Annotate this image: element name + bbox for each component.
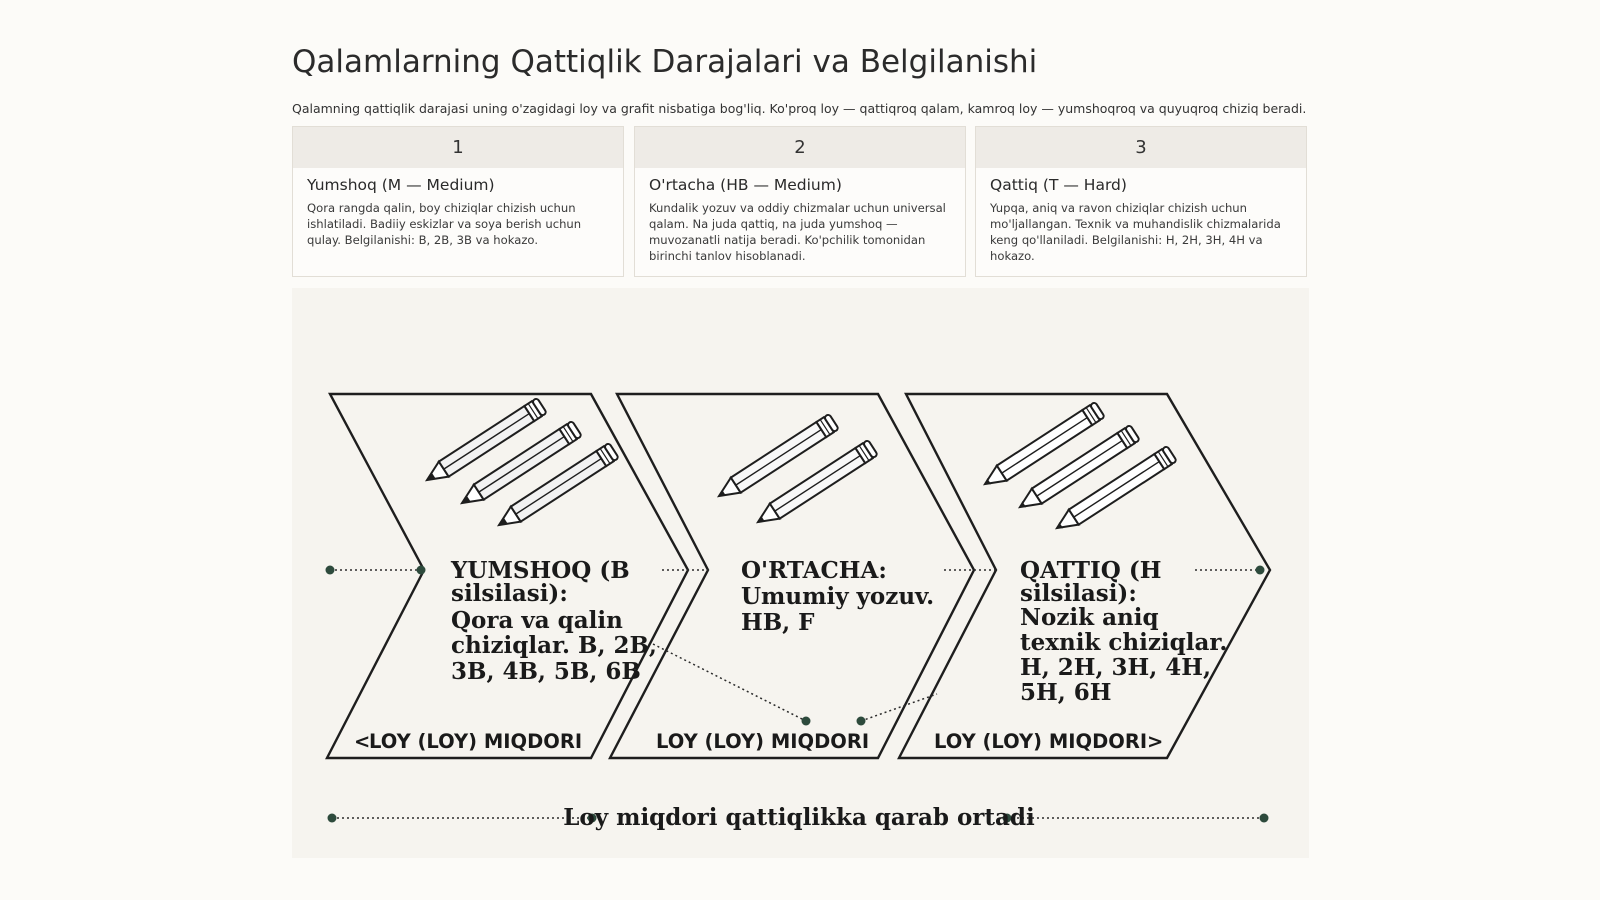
card-text: Yupqa, aniq va ravon chiziqlar chizish uchun mo'ljallangan. Texnik va muhandislik chizmalarida keng qo'llaniladi. Belgilanishi: H, 2H, 3H, 4H va hokazo. bbox=[990, 201, 1281, 263]
connector-dot bbox=[802, 717, 811, 726]
chevron-text-soft: YUMSHOQ (B bbox=[451, 557, 630, 584]
chevron-text-soft: 3B, 4B, 5B, 6B bbox=[451, 658, 641, 685]
connector-diagonal-1 bbox=[653, 644, 806, 721]
pencil-icon bbox=[980, 402, 1105, 492]
pencil-icon bbox=[422, 398, 547, 488]
info-card-soft bbox=[292, 126, 624, 277]
chevron-text-soft: silsilasi): bbox=[451, 580, 568, 607]
card-number: 3 bbox=[976, 127, 1306, 168]
chevron-footer-soft: LOY (LOY) MIQDORI bbox=[369, 730, 583, 753]
chevron-text-medium: O'RTACHA: bbox=[741, 557, 887, 584]
bottom-dot bbox=[328, 814, 337, 823]
card-text: Kundalik yozuv va oddiy chizmalar uchun universal qalam. Na juda qattiq, na juda yumshoq — muvozanatli natija beradi. Ko'pchilik tomonidan birinchi tanlov hisoblanadi. bbox=[649, 201, 946, 263]
chevron-text-hard: silsilasi): bbox=[1020, 580, 1137, 607]
diagram-panel bbox=[292, 288, 1309, 858]
chevron-text-hard: 5H, 6H bbox=[1020, 679, 1112, 706]
info-cards bbox=[292, 126, 1309, 279]
chevron-text-hard: QATTIQ (H bbox=[1020, 557, 1162, 584]
card-number: 1 bbox=[293, 127, 623, 168]
chevron-text-soft: Qora va qalin bbox=[451, 607, 623, 634]
chevron-text-medium: HB, F bbox=[741, 609, 815, 636]
info-card-medium bbox=[634, 126, 966, 277]
card-number: 2 bbox=[635, 127, 965, 168]
info-card-hard bbox=[975, 126, 1307, 277]
chevron-text-soft: chiziqlar. B, 2B, bbox=[451, 632, 657, 659]
pencil-icon bbox=[1052, 446, 1177, 536]
pencils-icon-group bbox=[422, 398, 1177, 536]
page-subtitle: Qalamning qattiqlik darajasi uning o'zagidagi loy va grafit nisbatiga bog'liq. Ko'proq loy — qattiqroq qalam, kamroq loy — yumshoqroq va quyuqroq chiziq beradi. bbox=[292, 101, 1307, 116]
pencil-icon bbox=[494, 443, 619, 533]
hardness-diagram bbox=[292, 288, 1309, 858]
footer-prefix-arrow: < bbox=[354, 730, 371, 753]
card-title: Qattiq (T — Hard) bbox=[990, 176, 1127, 194]
card-title: O'rtacha (HB — Medium) bbox=[649, 176, 842, 194]
pencil-icon bbox=[1015, 425, 1140, 515]
connector-dot bbox=[857, 717, 866, 726]
chevron-text-medium: Umumiy yozuv. bbox=[741, 583, 935, 610]
chevron-footer-medium: LOY (LOY) MIQDORI bbox=[656, 730, 870, 753]
pencil-icon bbox=[457, 421, 582, 511]
chevron-text-hard: texnik chiziqlar. bbox=[1020, 629, 1228, 656]
connector-dot bbox=[417, 566, 426, 575]
bottom-label: Loy miqdori qattiqlikka qarab ortadi bbox=[563, 804, 1035, 831]
bottom-dot bbox=[1260, 814, 1269, 823]
footer-suffix-arrow: > bbox=[1147, 730, 1164, 753]
chevron-text-hard: Nozik aniq bbox=[1020, 604, 1159, 631]
chevron-footer-hard: LOY (LOY) MIQDORI bbox=[934, 730, 1148, 753]
connector-dot bbox=[1256, 566, 1265, 575]
card-title: Yumshoq (M — Medium) bbox=[307, 176, 495, 194]
connector-dot bbox=[326, 566, 335, 575]
card-text: Qora rangda qalin, boy chiziqlar chizish uchun ishlatiladi. Badiiy eskizlar va soya berish uchun qulay. Belgilanishi: B, 2B, 3B va hokazo. bbox=[307, 201, 582, 247]
chevron-text-hard: H, 2H, 3H, 4H, bbox=[1020, 654, 1211, 681]
page-title: Qalamlarning Qattiqlik Darajalari va Belgilanishi bbox=[292, 44, 1038, 80]
